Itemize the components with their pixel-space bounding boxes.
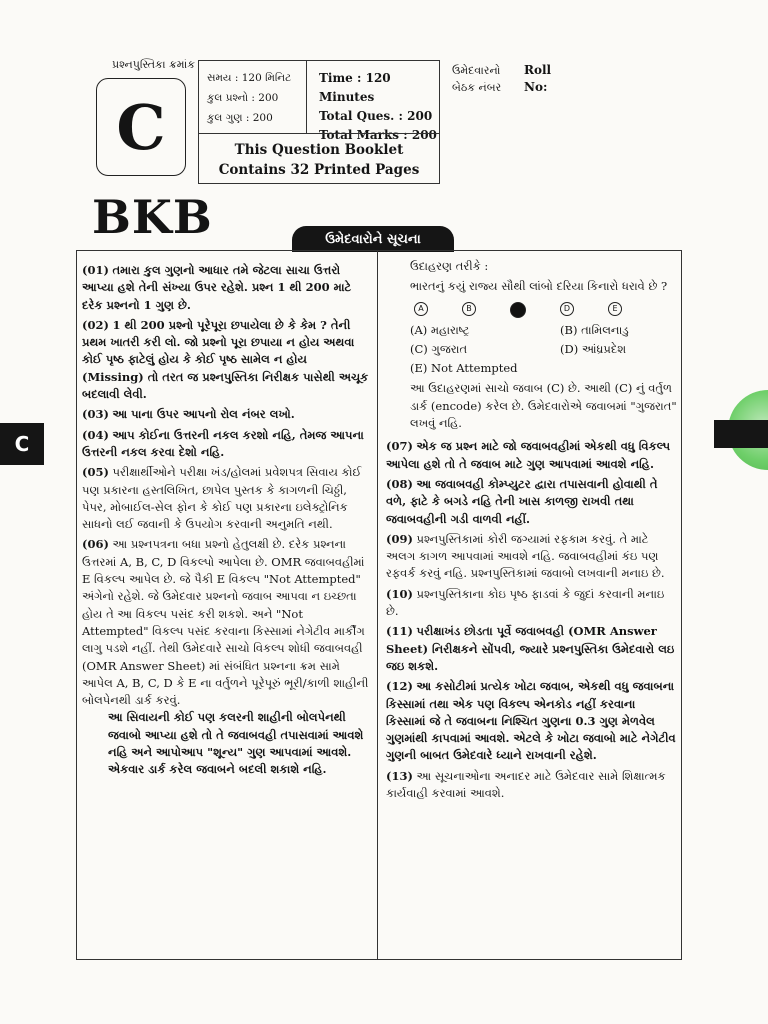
instruction-number: (01) <box>82 263 109 277</box>
instruction-number: (03) <box>82 407 109 422</box>
candidate-seat-label <box>452 62 501 96</box>
booklet-set-box <box>96 78 186 176</box>
option-e: (E) Not Attempted <box>410 361 518 376</box>
exam-info-english <box>307 61 439 142</box>
instruction-text: પ્રશ્નપુસ્તિકામાં કોરી જગ્યામાં રફકામ કરવું. તે માટે અલગ કાગળ આપવામાં આવશે નહિ. જવાબવહીમાં કંઇ પણ રફવર્ક કરવું નહિ. પ્રશ્નપુસ્તિકામાં જવાબો લખવાની મનાઇ છે. <box>386 531 665 581</box>
bubble-a: A <box>414 302 428 316</box>
instruction-number: (13) <box>386 768 413 783</box>
instruction-item <box>386 531 678 583</box>
instruction-number: (04) <box>82 427 109 442</box>
instruction-item <box>386 623 678 675</box>
bubble-d: D <box>560 302 574 316</box>
example-label: ઉદાહરણ તરીકે : <box>410 259 489 273</box>
instruction-text: પરીક્ષાખંડ છોડતા પૂર્વે જવાબવહી (OMR Answer Sheet) નિરીક્ષકને સોંપવી, જ્યારે પ્રશ્નપુસ્તિકા ઉમેદવારો લઇ જઇ શકશે. <box>386 624 675 673</box>
instruction-item <box>82 317 372 403</box>
option-d: (D) આંધ્રપ્રદેશ <box>560 341 627 356</box>
column-divider <box>377 250 378 960</box>
bubble-e: E <box>608 302 622 316</box>
bubble-b: B <box>462 302 476 316</box>
instruction-number: (05) <box>82 465 109 480</box>
instruction-text: તમારા કુલ ગુણનો આધાર તમે જેટલા સાચા ઉત્તરો આપ્યા હશે તેની સંખ્યા ઉપર રહેશે. પ્રશ્ન 1 થી 200 માટે દરેક પ્રશ્નનો 1 ગુણ છે. <box>82 263 352 312</box>
booklet-set-letter: C <box>116 90 166 164</box>
info-time-en: Time : 120 Minutes <box>319 71 391 104</box>
instruction-item <box>82 536 372 778</box>
example-bubbles <box>414 302 678 318</box>
booklet-note-line-1: This Question Booklet <box>234 142 404 158</box>
instruction-text: આ પાના ઉપર આપનો રોલ નંબર લખો. <box>112 407 295 422</box>
instruction-number: (07) <box>386 439 413 454</box>
instruction-extra-text: આ સિવાયની કોઈ પણ કલરની શાહીની બોલપેનથી જવાબો આપ્યા હશે તો તે જવાબવહી તપાસવામાં આવશે નહિ અને આપોઆપ "શૂન્ય" ગુણ આપવામાં આવશે. એકવાર ડાર્ક કરેલ જવાબને બદલી શકાશે નહિ. <box>108 710 364 777</box>
bubble-c-filled <box>510 302 526 318</box>
roll-number-label <box>524 62 551 96</box>
example-explanation: આ ઉદાહરણમાં સાચો જવાબ (C) છે. આથી (C) નું વર્તુળ ડાર્ક (encode) કરેલ છે. ઉમેદવારોએ જવાબમાં "ગુજરાત" લખવું નહિ. <box>410 381 677 431</box>
instruction-item <box>386 476 678 528</box>
instruction-item <box>386 768 678 803</box>
option-c: (C) ગુજરાત <box>410 341 468 356</box>
instruction-number: (06) <box>82 537 109 552</box>
instruction-text: આ કસોટીમાં પ્રત્યેક ખોટા જવાબ, એકથી વધુ જવાબના કિસ્સામાં તથા એક પણ વિકલ્પ એનકોડ નહીં કરવાના કિસ્સામાં જે તે જવાબના નિશ્ચિત ગુણના 0.3 ગુણ મેળવેલ ગુણમાંથી કાપવામાં આવશે. એટલે કે ખોટા જવાબો માટે નેગેટીવ ગુણની બાબત ઉમેદવારે ધ્યાને રાખવાની રહેશે. <box>386 679 676 763</box>
option-a: (A) મહારાષ્ટ્ર <box>410 322 470 337</box>
exam-info-gujarati <box>199 61 307 133</box>
instruction-number: (02) <box>82 317 109 332</box>
instruction-text: એક જ પ્રશ્ન માટે જો જવાબવહીમાં એકથી વધુ વિકલ્પ આપેલા હશે તો તે જવાબ માટે ગુણ આપવામાં આવશે નહિ. <box>386 439 671 471</box>
booklet-number-label: પ્રશ્નપુસ્તિકા ક્રમાંક <box>112 58 196 71</box>
instruction-text: પ્રશ્નપુસ્તિકાના કોઇ પૃષ્ઠ ફાડવાં કે જુદાં કરવાની મનાઇ છે. <box>386 586 665 619</box>
info-marks-en: Total Marks : 200 <box>319 128 437 142</box>
instruction-item <box>386 438 678 473</box>
option-b: (B) તામિલનાડુ <box>560 322 629 337</box>
example-options <box>410 322 678 359</box>
instructions-left-column <box>82 262 372 782</box>
roll-label-line-1: Roll <box>524 63 552 77</box>
instruction-item <box>386 678 678 764</box>
instruction-text: આ સૂચનાઓના અનાદર માટે ઉમેદવાર સામે શિક્ષાત્મક કાર્યવાહી કરવામાં આવશે. <box>386 768 666 801</box>
info-marks-gu: કુલ ગુણ : 200 <box>207 112 273 124</box>
instruction-number: (09) <box>386 531 413 546</box>
instruction-number: (11) <box>386 624 413 639</box>
info-questions-gu: કુલ પ્રશ્નો : 200 <box>207 92 279 104</box>
instruction-number: (10) <box>386 586 413 601</box>
booklet-pages-note <box>199 133 439 183</box>
instruction-item <box>82 262 372 314</box>
instruction-number: (12) <box>386 679 413 694</box>
info-questions-en: Total Ques. : 200 <box>319 109 433 123</box>
instruction-text: 1 થી 200 પ્રશ્નો પૂરેપૂરા છપાયેલા છે કે કેમ ? તેની પ્રથમ ખાતરી કરી લો. જો પ્રશ્નો પૂરા છપાયા ન હોય અથવા કોઈ પૃષ્ઠ ફાટેલું હોય કે કોઈ પૃષ્ઠ સામેલ ન હોય (Missing) તો તરત જ પ્રશ્નપુસ્તિકા નિરીક્ષક પાસેથી અચૂક બદલાવી લેવી. <box>82 317 369 402</box>
candidate-label-line-2: બેઠક નંબર <box>452 81 502 94</box>
roll-label-line-2: No: <box>524 80 548 94</box>
side-set-marker: C <box>0 423 44 465</box>
paper-code: BKB <box>92 190 213 244</box>
instructions-right-column <box>386 258 678 805</box>
instruction-text: આ જવાબવહી કોમ્પ્યુટર દ્વારા તપાસવાની હોવાથી તે વળે, ફાટે કે બગડે નહિ તેની ખાસ કાળજી રાખવી તથા જવાબવહીની ગડી વાળવી નહીં. <box>386 476 658 526</box>
instruction-number: (08) <box>386 476 413 491</box>
info-time-gu: સમય : 120 મિનિટ <box>207 72 292 84</box>
candidate-label-line-1: ઉમેદવારનો <box>452 64 501 77</box>
instruction-text: આ પ્રશ્નપત્રના બધા પ્રશ્નો હેતુલક્ષી છે. દરેક પ્રશ્નના ઉત્તરમાં A, B, C, D વિકલ્પો આપેલા છે. OMR જવાબવહીમાં E વિકલ્પ આપેલ છે. જે પૈકી E વિકલ્પ "Not Attempted" અંગેનો રહેશે. જે ઉમેદવાર પ્રશ્નનો જવાબ આપવા ન ઇચ્છતા હોય તે આ વિકલ્પ પસંદ કરી શકશે. અને "Not Attempted" વિકલ્પ પસંદ કરવાના કિસ્સામાં નેગેટીવ માર્કીંગ લાગુ પડશે નહીં. તેથી ઉમેદવારે સાચો વિકલ્પ શોધી જવાબવહી (OMR Answer Sheet) માં સંબંધિત પ્રશ્નના ક્રમ સામે આપેલ A, B, C, D કે E ના વર્તુળને પૂરેપૂરું ભૂરી/કાળી શાહીની બોલપેનથી ડાર્ક કરવું. <box>82 537 369 708</box>
booklet-note-line-2: Contains 32 Printed Pages <box>218 162 420 178</box>
example-question: ભારતનું કયું રાજ્ય સૌથી લાંબો દરિયા કિનારો ધરાવે છે ? <box>410 279 668 294</box>
exam-info-box <box>198 60 440 184</box>
instruction-item <box>82 427 372 462</box>
instruction-item <box>82 464 372 533</box>
instruction-item <box>82 406 372 423</box>
instruction-text: પરીક્ષાર્થીઓને પરીક્ષા ખંડ/હોલમાં પ્રવેશપત્ર સિવાય કોઈ પણ પ્રકારના હસ્તલિખિત, છાપેલ પુસ્તક કે કાગળની ચિઠ્ઠી, પેપર, મોબાઈલ-સેલ ફોન કે કોઈ પણ પ્રકારના ઇલેક્ટ્રોનિક સાધનો લઈ જવાની કે ઉપયોગ કરવાની અનુમતિ નથી. <box>82 465 362 532</box>
side-black-marker <box>714 420 768 448</box>
instruction-item <box>386 586 678 621</box>
instructions-banner: ઉમેદવારોને સૂચના <box>292 226 454 252</box>
instruction-text: આપ કોઈના ઉત્તરની નકલ કરશો નહિ, તેમજ આપના ઉત્તરની નકલ કરવા દેશો નહિ. <box>82 427 364 459</box>
